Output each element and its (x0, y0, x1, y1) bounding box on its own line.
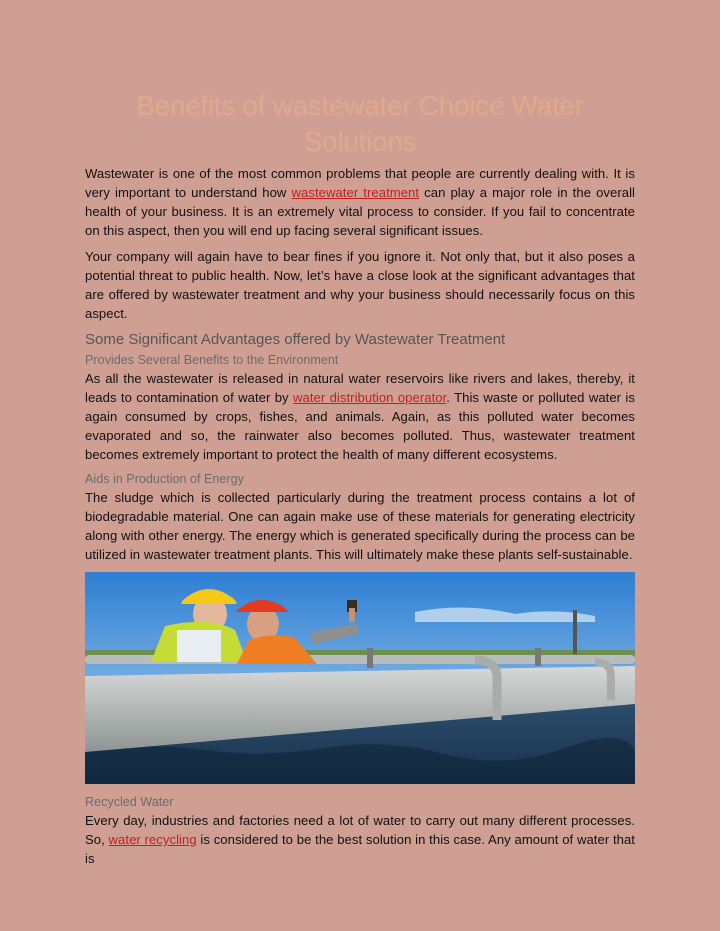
intro-text-after: can play a major role in the overall health of your business. It is an extremely vital process to consider. If you fail to concentrate on this aspect, then you will end up facing several significant issues. (85, 185, 636, 238)
intro-paragraph (85, 164, 635, 240)
environment-text-after: . This waste or polluted water is again consumed by crops, fishes, and animals. Again, as this polluted water becomes evaporated and so, the rainwater also becomes polluted. Thus, wastewater treatment becomes extremely important to protect the health of many different ecosystems. (85, 390, 635, 462)
energy-heading: Aids in Production of Energy (85, 472, 244, 486)
recycled-text-before: Every day, industries and factories need a lot of water to carry out many different processes. So, (85, 813, 635, 847)
water-distribution-operator-link[interactable]: water distribution operator (292, 390, 447, 405)
recycled-water-heading: Recycled Water (85, 795, 174, 809)
wastewater-plant-photo (85, 572, 635, 784)
water-recycling-link[interactable]: water recycling (108, 832, 197, 847)
recycled-text-after: is considered to be the best solution in this case. Any amount of water that is (85, 832, 635, 866)
advantages-heading: Some Significant Advantages offered by Wastewater Treatment (85, 331, 506, 348)
energy-paragraph: The sludge which is collected particularly during the treatment process contains a lot of biodegradable material. One can again make use of these materials for generating electricity along with other energy. The energy which is generated specifically during the process can be utilized in wastewater treatment plants. This will ultimately make these plants self-sustainable. (85, 490, 635, 562)
intro-text-before: Wastewater is one of the most common problems that people are currently dealing with. It is very important to understand how (85, 166, 635, 200)
page-title: Benefits of wastewater Choice Water Solutions (136, 90, 584, 157)
environment-heading: Provides Several Benefits to the Environment (85, 353, 339, 367)
recycled-water-paragraph (85, 811, 635, 868)
wastewater-treatment-link[interactable]: wastewater treatment (291, 185, 420, 200)
environment-paragraph (85, 369, 635, 464)
second-paragraph: Your company will again have to bear fines if you ignore it. Not only that, but it also poses a potential threat to public health. Now, let’s have a close look at the significant advantages that are offered by wastewater treatment and why your business should necessarily focus on this aspect. (85, 249, 635, 321)
environment-text-before: As all the wastewater is released in natural water reservoirs like rivers and lakes, thereby, it leads to contamination of water by (85, 371, 635, 405)
article-body (85, 164, 635, 875)
